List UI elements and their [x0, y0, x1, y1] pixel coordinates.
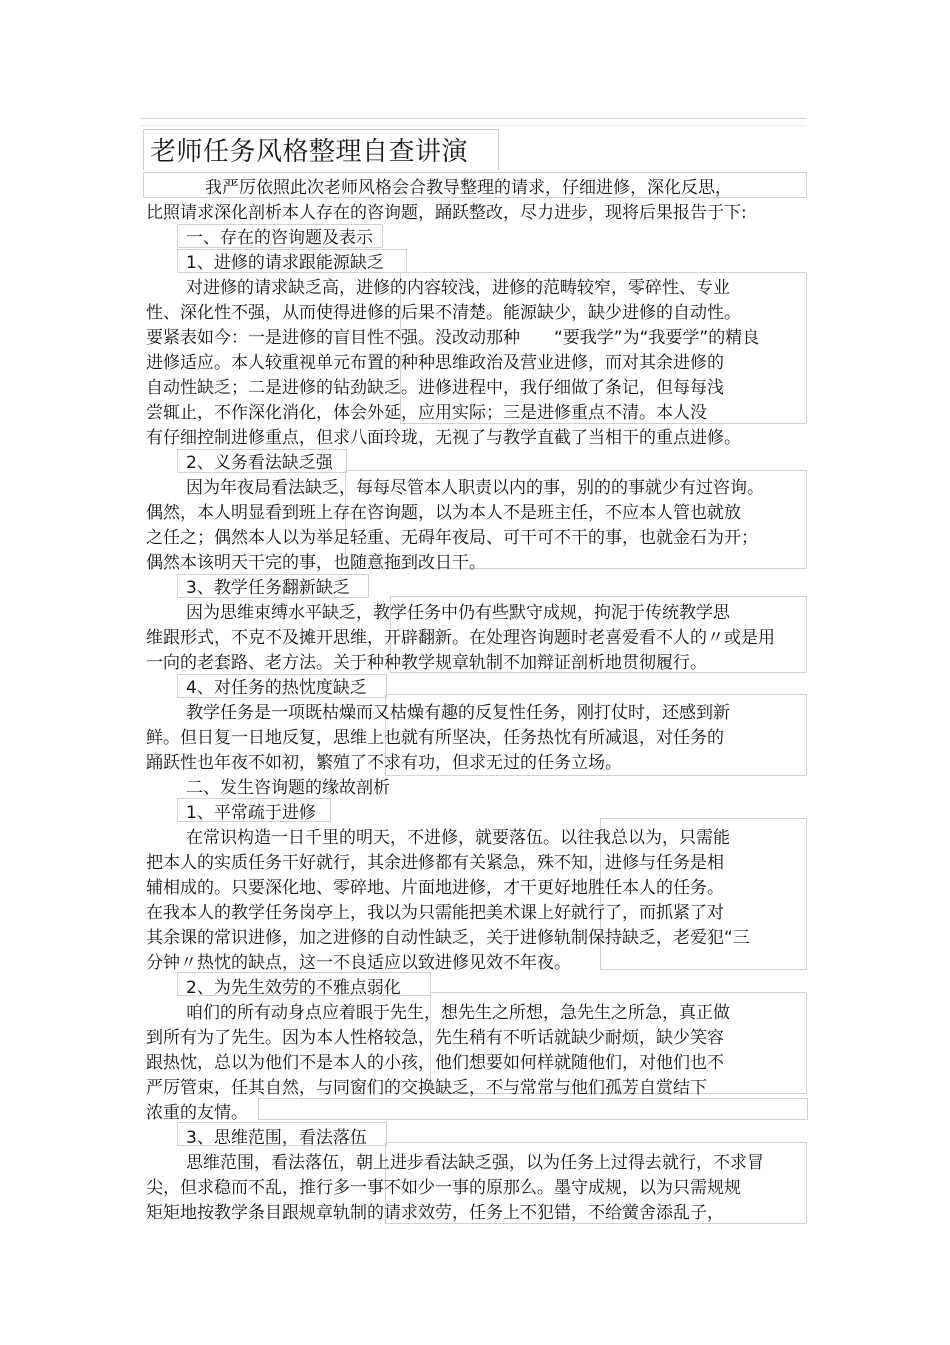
text-line: 我严厉依照此次老师风格会合教导整理的请求，仔细进修，深化反思，: [205, 178, 732, 198]
text-line: 一向的老套路、老方法。关于种种教学规章轨制不加辩证剖析地贯彻履行。: [146, 653, 707, 673]
text-line: 1、进修的请求跟能源缺乏: [186, 253, 384, 273]
text-line: 跟热忱，总以为他们不是本人的小孩，他们想要如何样就随他们，对他们也不: [146, 1053, 724, 1073]
text-line: 4、对任务的热忱度缺乏: [186, 678, 367, 698]
text-line: 尖，但求稳而不乱，推行多一事不如少一事的原那么。墨守成规，以为只需规规: [146, 1178, 741, 1198]
text-line: 矩矩地按教学条目跟规章轨制的请求效劳，任务上不犯错，不给黉舍添乱子，: [146, 1203, 724, 1223]
text-line: 思维范围，看法落伍，朝上进步看法缺乏强，以为任务上过得去就行，不求冒: [186, 1153, 764, 1173]
paragraph-frame: [258, 1098, 808, 1120]
text-line: 在我本人的教学任务岗亭上，我以为只需能把美术课上好就行了，而抓紧了对: [146, 903, 724, 923]
text-line: 维跟形式，不克不及摊开思维，开辟翻新。在处理咨询题时老喜爱看不人的〃或是用: [146, 628, 775, 648]
top-rule-divider: [140, 118, 806, 126]
text-line: 性、深化性不强，从而使得进修的后果不清楚。能源缺少，缺少进修的自动性。: [146, 303, 741, 323]
text-line: 一、存在的咨询题及表示: [186, 228, 373, 248]
text-line: 比照请求深化剖析本人存在的咨询题，踊跃整改，尽力进步，现将后果报告于下:: [146, 203, 747, 223]
text-line: 辅相成的。只要深化地、零碎地、片面地进修，才干更好地胜任本人的任务。: [146, 878, 724, 898]
text-line: 有仔细控制进修重点，但求八面玲珑，无视了与教学直截了当相干的重点进修。: [146, 428, 741, 448]
text-line: 3、教学任务翻新缺乏: [186, 578, 350, 598]
text-line: 踊跃性也年夜不如初，繁殖了不求有功，但求无过的任务立场。: [146, 753, 622, 773]
text-line: 教学任务是一项既枯燥而又枯燥有趣的反复性任务，刚打仗时，还感到新: [186, 703, 730, 723]
text-line: 自动性缺乏；二是进修的钻劲缺乏。进修进程中，我仔细做了条记，但每每浅: [146, 378, 724, 398]
text-line: 鲜。但日复一日地反复，思维上也就有所坚决，任务热忱有所减退，对任务的: [146, 728, 724, 748]
text-line: 进修适应。本人较重视单元布置的种种思维政治及营业进修，而对其余进修的: [146, 353, 724, 373]
text-line: 1、平常疏于进修: [186, 803, 316, 823]
text-line: 之任之；偶然本人以为举足轻重、无碍年夜局、可干可不干的事，也就金石为开；: [146, 528, 758, 548]
text-line: 浓重的友情。: [146, 1103, 248, 1123]
text-line: 其余课的常识进修，加之进修的自动性缺乏，关于进修轨制保持缺乏，老爱犯“三: [146, 928, 750, 948]
text-line: 在常识构造一日千里的明天，不进修，就要落伍。以往我总以为，只需能: [186, 828, 730, 848]
text-line: 对进修的请求缺乏高，进修的内容较浅，进修的范畴较窄，零碎性、专业: [186, 278, 730, 298]
text-line: 因为年夜局看法缺乏，每每尽管本人职责以内的事，别的的事就少有过咨询。: [186, 478, 764, 498]
text-line: 2、为先生效劳的不雅点弱化: [186, 978, 401, 998]
text-line: 因为思维束缚水平缺乏，教学任务中仍有些默守成规，拘泥于传统教学思: [186, 603, 730, 623]
text-line: 严厉管束，任其自然，与同窗们的交换缺乏，不与常常与他们孤芳自赏结下: [146, 1078, 707, 1098]
text-line: 咱们的所有动身点应着眼于先生，想先生之所想，急先生之所急，真正做: [186, 1003, 730, 1023]
page-title: 老师任务风格整理自查讲演: [150, 137, 469, 167]
text-line: 把本人的实质任务干好就行，其余进修都有关紧急，殊不知，进修与任务是相: [146, 853, 724, 873]
text-line: 偶然，本人明显看到班上存在咨询题，以为本人不是班主任，不应本人管也就放: [146, 503, 741, 523]
text-line: 要紧表如今：一是进修的盲目性不强。没改动那种 “要我学”为“我要学”的精良: [146, 328, 760, 348]
text-line: 偶然本该明天干完的事，也随意拖到改日干。: [146, 553, 486, 573]
text-line: 3、思维范围，看法落伍: [186, 1128, 367, 1148]
text-line: 2、义务看法缺乏强: [186, 453, 333, 473]
text-line: 尝辄止，不作深化消化，体会外延，应用实际；三是进修重点不清。本人没: [146, 403, 707, 423]
text-line: 分钟〃热忱的缺点，这一不良适应以致进修见效不年夜。: [146, 953, 571, 973]
text-line: 到所有为了先生。因为本人性格较急，先生稍有不听话就缺少耐烦，缺少笑容: [146, 1028, 724, 1048]
text-line: 二、发生咨询题的缘故剖析: [186, 778, 390, 798]
